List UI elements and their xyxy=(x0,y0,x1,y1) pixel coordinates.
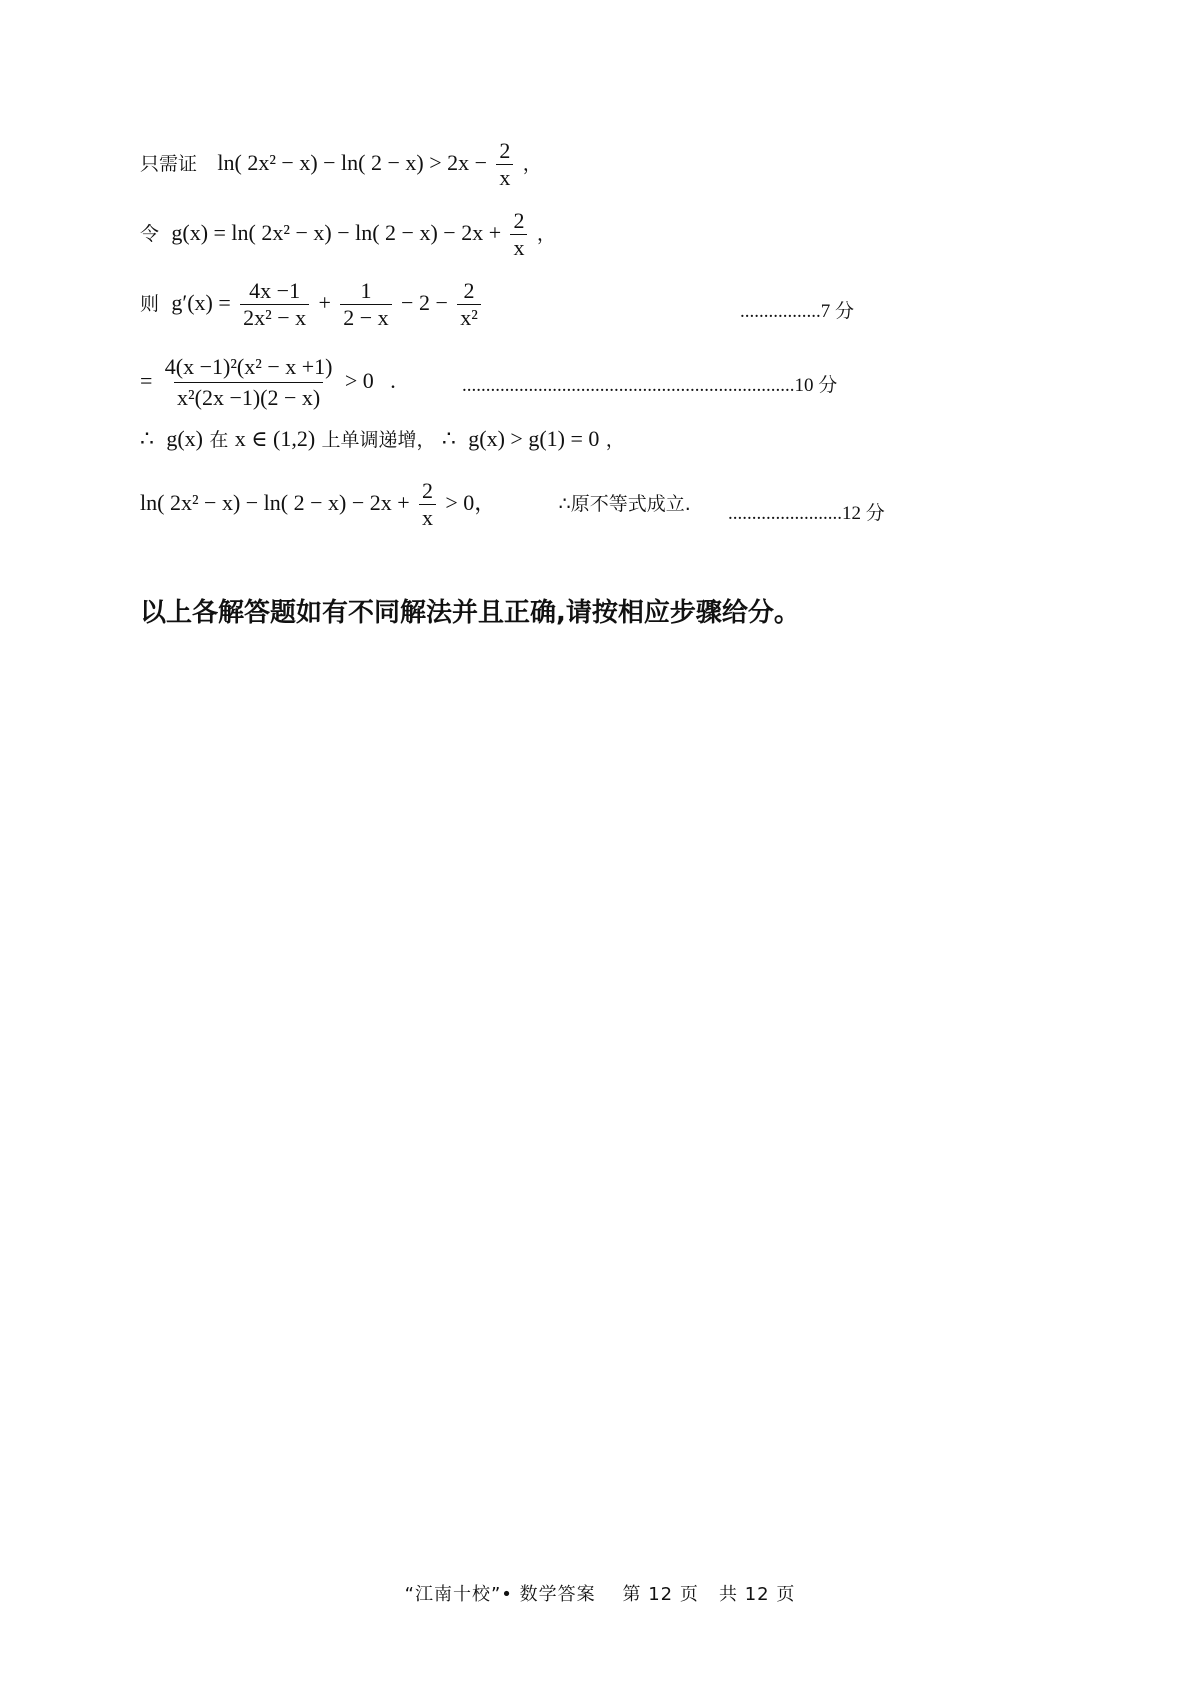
fraction-denominator: x xyxy=(496,164,513,191)
score-10: ......................................................................10 分 xyxy=(462,375,838,396)
line-5-function: g(x) xyxy=(166,426,204,451)
fraction-numerator: 2 xyxy=(513,208,525,233)
proof-line-2 xyxy=(140,208,556,261)
fraction-denominator: 2x² − x xyxy=(240,304,309,331)
proof-line-6 xyxy=(140,478,691,531)
line-5-domain: x ∈ (1,2) xyxy=(234,426,316,451)
line-1-suffix: ， xyxy=(522,153,542,175)
therefore-symbol: ∴ xyxy=(140,426,154,451)
line-5-text-1: 在 xyxy=(209,429,229,451)
fraction-numerator: 2 xyxy=(422,478,434,503)
line-5-suffix: ， xyxy=(605,429,625,451)
proof-line-5 xyxy=(140,426,625,453)
page-footer: “江南十校”• 数学答案 第 12 页 共 12 页 xyxy=(404,1584,796,1605)
proof-line-4 xyxy=(140,352,396,413)
line-5-inequality: g(x) > g(1) = 0 xyxy=(468,426,600,451)
score-7: .................7 分 xyxy=(740,301,855,322)
fraction-numerator: 2 xyxy=(499,138,511,163)
line-3-plus: + xyxy=(318,290,331,315)
line-3-prefix: 则 xyxy=(140,293,160,315)
line-2-suffix: ， xyxy=(536,223,556,245)
line-3-fraction-1 xyxy=(240,278,309,331)
fraction-denominator: x²(2x −1)(2 − x) xyxy=(174,382,323,413)
line-1-fraction xyxy=(496,138,513,191)
fraction-numerator: 4(x −1)²(x² − x +1) xyxy=(164,354,333,379)
fraction-denominator: x xyxy=(510,234,527,261)
fraction-denominator: x xyxy=(419,504,436,531)
line-2-expression: g(x) = ln( 2x² − x) − ln( 2 − x) − 2x + xyxy=(171,220,502,245)
fraction-numerator: 1 xyxy=(360,278,372,303)
line-4-tail: > 0 . xyxy=(344,368,396,393)
line-1-prefix: 只需证 xyxy=(140,153,198,175)
line-2-fraction xyxy=(510,208,527,261)
fraction-denominator: x² xyxy=(457,304,481,331)
score-12: ........................12 分 xyxy=(728,503,885,524)
line-5-text-2: 上单调递增， xyxy=(321,429,436,451)
line-6-tail: > 0， xyxy=(445,490,497,515)
line-2-prefix: 令 xyxy=(140,223,160,245)
line-4-fraction xyxy=(162,352,336,413)
line-1-expression: ln( 2x² − x) − ln( 2 − x) > 2x − xyxy=(217,150,488,175)
line-6-fraction xyxy=(419,478,436,531)
fraction-denominator: 2 − x xyxy=(340,304,391,331)
proof-line-3 xyxy=(140,278,484,331)
line-6-expression: ln( 2x² − x) − ln( 2 − x) − 2x + xyxy=(140,490,410,515)
line-3-fraction-3 xyxy=(457,278,481,331)
line-4-equals: = xyxy=(140,368,153,393)
fraction-numerator: 2 xyxy=(463,278,475,303)
fraction-numerator: 4x −1 xyxy=(249,278,301,303)
proof-line-1 xyxy=(140,138,542,191)
line-3-lhs: g′(x) = xyxy=(171,290,231,315)
therefore-symbol-2: ∴ xyxy=(441,426,456,451)
line-3-fraction-2 xyxy=(340,278,391,331)
line-3-middle: − 2 − xyxy=(401,290,448,315)
grading-note: 以上各解答题如有不同解法并且正确,请按相应步骤给分。 xyxy=(140,598,800,628)
line-6-conclusion: ∴原不等式成立. xyxy=(558,493,691,515)
